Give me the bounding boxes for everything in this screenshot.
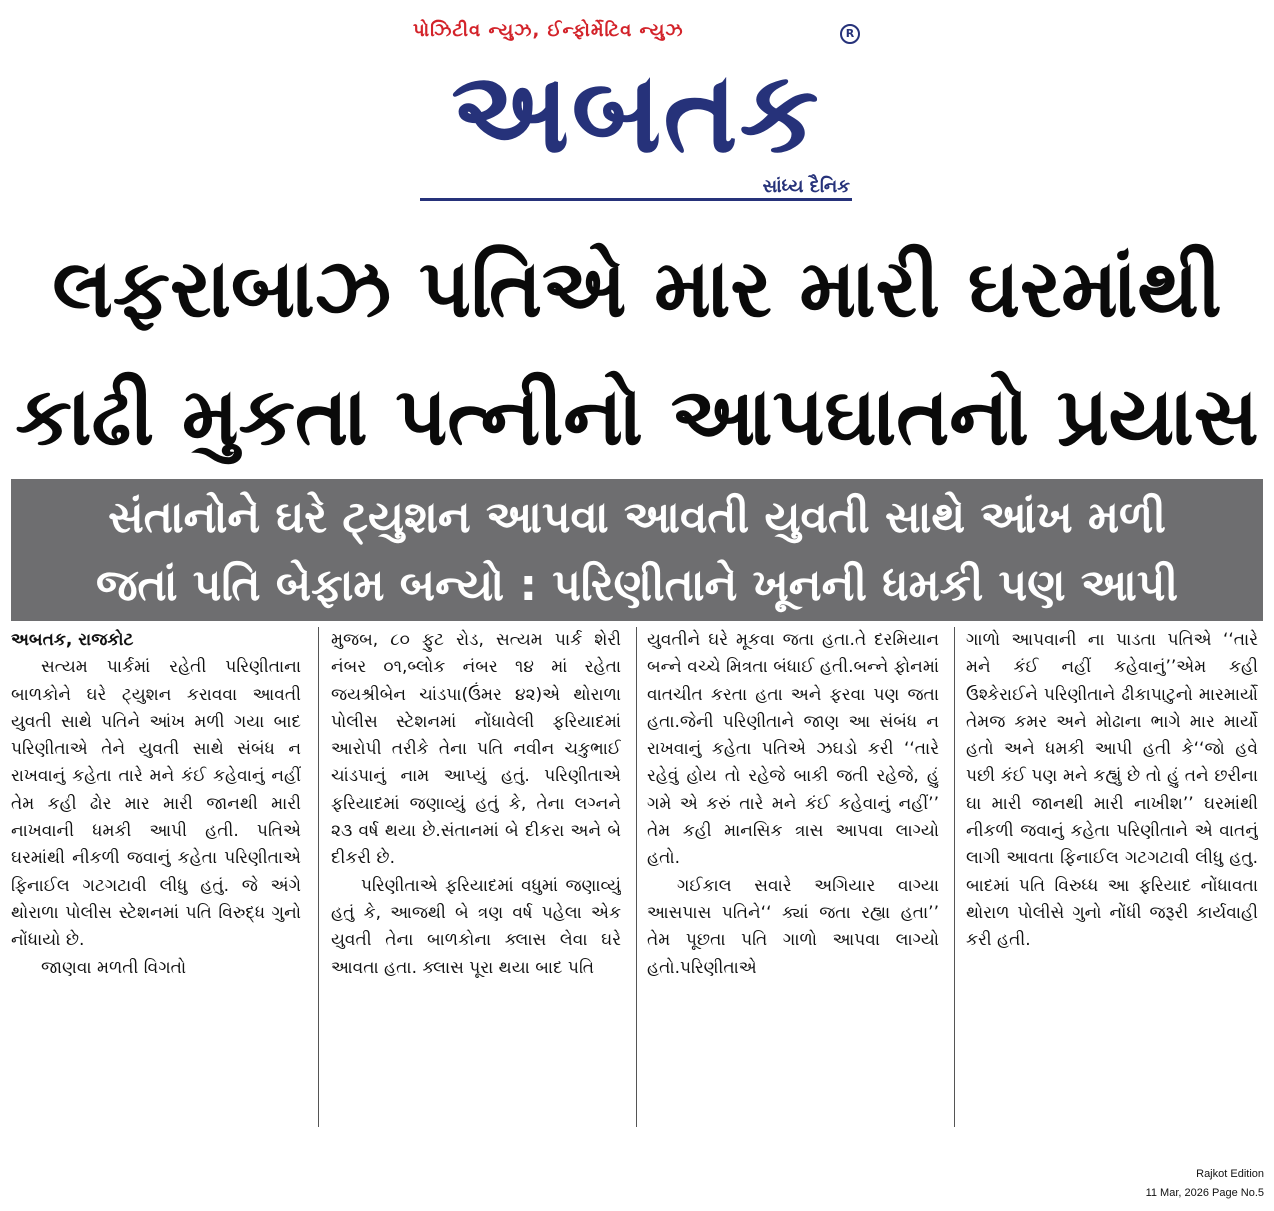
- article-column-1: [11, 627, 301, 1147]
- masthead-underline: [420, 198, 852, 201]
- headline-line-2: કાઢી મુકતા પત્નીનો આપઘાતનો પ્રયાસ: [15, 370, 1259, 463]
- article-headline: [0, 225, 1274, 481]
- masthead: [0, 0, 1274, 215]
- edition-date-page: 11 Mar, 2026 Page No.5: [1145, 1187, 1264, 1199]
- paragraph: ગાળો આપવાની ના પાડતા પતિએ ‘‘તારે મને કંઈ નહીં કહેવાનું’’એમ કહી ઉશ્કેરાઈને પરિણીતાને ઢીકાપાટુનો મારમાર્યો તેમજ કમર અને મોઢાના ભાગે માર માર્યો હતો અને ધમકી આપી હતી કે‘‘જો હવે પછી કંઈ પણ મને કહ્યું છે તો હું તને છરીના ઘા મારી જાનથી મારી નાખીશ’’ ઘરમાંથી નીકળી જવાનું કહેતા પરિણીતાને એ વાતનું લાગી આવતા ફિનાઈલ ગટગટાવી લીધુ હતુ. બાદમાં પતિ વિરુધ્ધ આ ફરિયાદ નોંધાવતા થોરાળ પોલીસે ગુનો નોંધી જરૂરી કાર્યવાહી કરી હતી.: [966, 630, 1258, 951]
- tagline: પોઝિટીવ ન્યુઝ, ઈન્ફોર્મેટિવ ન્યુઝ: [413, 20, 684, 41]
- subheadline-box: [11, 479, 1263, 621]
- column-divider: [954, 627, 955, 1127]
- masthead-subtitle: સાંધ્ય દૈનિક: [762, 176, 850, 197]
- registered-trademark-icon: R: [840, 24, 860, 44]
- newspaper-logo: અબતક: [451, 48, 821, 178]
- paragraph: પરિણીતાએ ફરિયાદમાં વધુમાં જણાવ્યું હતું કે, આજથી બે ત્રણ વર્ષ પહેલા એક યુવતી તેના બાળકોના ક્લાસ લેવા ઘરે આવતા હતા. ક્લાસ પૂરા થયા બાદ પતિ: [331, 875, 621, 978]
- article-body: [11, 627, 1263, 1147]
- article-column-3: [647, 627, 939, 1147]
- headline-line-1: લફરાબાઝ પતિએ માર મારી ઘરમાંથી: [52, 242, 1222, 335]
- paragraph: સત્યમ પાર્કમાં રહેતી પરિણીતાના બાળકોને ઘરે ટ્યુશન કરાવવા આવતી યુવતી સાથે પતિને આંખ મળી ગયા બાદ પરિણીતાએ તેને યુવતી સાથે સંબંધ ન રાખવાનું કહેતા તારે મને કંઈ કહેવાનું નહીં તેમ કહી ઢોર માર મારી જાનથી મારી નાખવાની ધમકી આપી હતી. પતિએ ઘરમાંથી નીકળી જવાનું કહેતા પરિણીતાએ ફિનાઈલ ગટગટાવી લીધુ હતું. જે અંગે થોરાળા પોલીસ સ્ટેશનમાં પતિ વિરુદ્ધ ગુનો નોંધાયો છે.: [11, 657, 301, 951]
- paragraph: મુજબ, ૮૦ ફુટ રોડ, સત્યમ પાર્ક શેરી નંબર ૦૧,બ્લોક નંબર ૧૪ માં રહેતા જયશ્રીબેન ચાંડપા(ઉંમર ૪૨)એ થોરાળા પોલીસ સ્ટેશનમાં નોંધાવેલી ફરિયાદમાં આરોપી તરીકે તેના પતિ નવીન ચકુભાઈ ચાંડપાનું નામ આપ્યું હતું. પરિણીતાએ ફરિયાદમાં જણાવ્યું હતું કે, તેના લગ્નને ૨૩ વર્ષ થયા છે.સંતાનમાં બે દીકરા અને બે દીકરી છે.: [331, 630, 621, 869]
- byline: અબતક, રાજકોટ: [11, 630, 134, 650]
- paragraph: જાણવા મળતી વિગતો: [41, 957, 187, 978]
- paragraph: ગઈકાલ સવારે અગિયાર વાગ્યા આસપાસ પતિને‘‘ ક્યાં જતા રહ્યા હતા’’ તેમ પૂછતા પતિ ગાળો આપવા લાગ્યો હતો.પરિણીતાએ: [647, 875, 939, 978]
- subheadline-line-2: જતાં પતિ બેફામ બન્યો : પરિણીતાને ખૂનની ધમકી પણ આપી: [95, 560, 1179, 611]
- subheadline-line-1: સંતાનોને ઘરે ટ્યુશન આપવા આવતી યુવતી સાથે આંખ મળી: [108, 492, 1166, 543]
- edition-name: Rajkot Edition: [1196, 1168, 1264, 1180]
- column-divider: [636, 627, 637, 1127]
- paragraph: યુવતીને ઘરે મૂકવા જતા હતા.તે દરમિયાન બન્ને વચ્ચે મિત્રતા બંધાઈ હતી.બન્ને ફોનમાં વાતચીત કરતા હતા અને ફરવા પણ જતા હતા.જેની પરિણીતાને જાણ આ સંબંધ ન રાખવાનું કહેતા પતિએ ઝઘડો કરી ‘‘તારે રહેવું હોય તો રહેજે બાકી જતી રહેજે, હું ગમે એ કરું તારે મને કંઈ કહેવાનું નહીં’’ તેમ કહી માનસિક ત્રાસ આપવા લાગ્યો હતો.: [647, 630, 939, 869]
- article-column-2: [331, 627, 621, 1147]
- article-column-4: [966, 627, 1258, 1147]
- edition-info: [1146, 1165, 1264, 1203]
- column-divider: [318, 627, 319, 1127]
